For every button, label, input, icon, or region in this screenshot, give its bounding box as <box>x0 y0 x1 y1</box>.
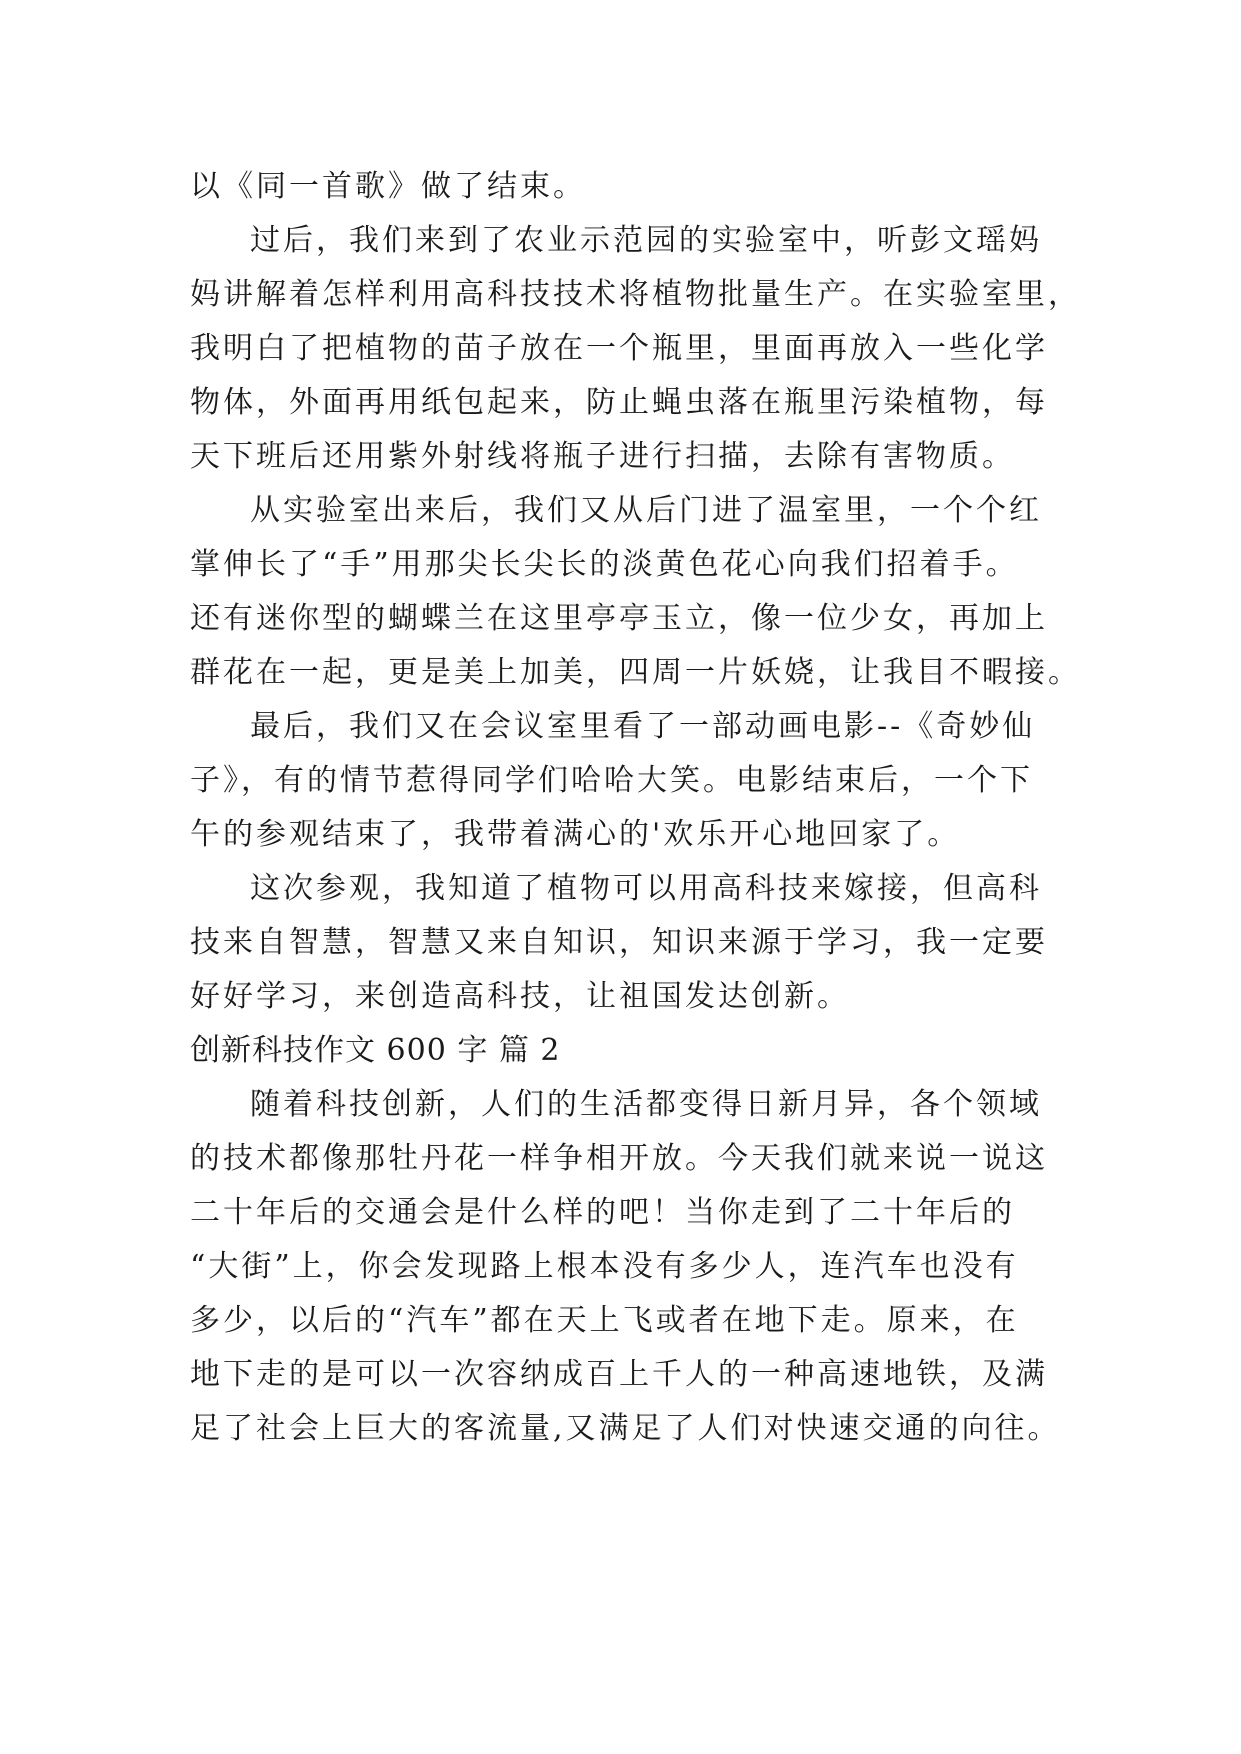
text-line: 物体，外面再用纸包起来，防止蝇虫落在瓶里污染植物，每 <box>190 385 1048 420</box>
text-line: 好好学习，来创造高科技，让祖国发达创新。 <box>190 979 850 1014</box>
text-line: 以《同一首歌》做了结束。 <box>190 169 586 204</box>
text-line: 天下班后还用紫外射线将瓶子进行扫描，去除有害物质。 <box>190 439 1015 474</box>
text-line: 的技术都像那牡丹花一样争相开放。今天我们就来说一说这 <box>190 1141 1048 1176</box>
text-line: “大街”上，你会发现路上根本没有多少人，连汽车也没有 <box>190 1249 1019 1284</box>
section-heading: 创新科技作文 600 字 篇 2 <box>190 1033 561 1068</box>
paragraph-start-line: 这次参观，我知道了植物可以用高科技来嫁接，但高科 <box>250 871 1042 906</box>
text-line: 地下走的是可以一次容纳成百上千人的一种高速地铁，及满 <box>190 1357 1048 1392</box>
text-line: 技来自智慧，智慧又来自知识，知识来源于学习，我一定要 <box>190 925 1048 960</box>
text-line: 多少，以后的“汽车”都在天上飞或者在地下走。原来，在 <box>190 1303 1019 1338</box>
text-line: 还有迷你型的蝴蝶兰在这里亭亭玉立，像一位少女，再加上 <box>190 601 1048 636</box>
paragraph-start-line: 从实验室出来后，我们又从后门进了温室里，一个个红 <box>250 493 1042 528</box>
text-line: 午的参观结束了，我带着满心的'欢乐开心地回家了。 <box>190 817 961 852</box>
text-line: 群花在一起，更是美上加美，四周一片妖娆，让我目不暇接。 <box>190 655 1081 690</box>
text-line: 子》，有的情节惹得同学们哈哈大笑。电影结束后，一个下 <box>190 763 1033 798</box>
document-body <box>190 160 1080 1456</box>
text-line: 掌伸长了“手”用那尖长尖长的淡黄色花心向我们招着手。 <box>190 547 1019 582</box>
text-line: 我明白了把植物的苗子放在一个瓶里，里面再放入一些化学 <box>190 331 1048 366</box>
paragraph-start-line: 过后，我们来到了农业示范园的实验室中，听彭文瑶妈 <box>250 223 1042 258</box>
paragraph-start-line: 随着科技创新，人们的生活都变得日新月异，各个领域 <box>250 1087 1042 1122</box>
text-line: 二十年后的交通会是什么样的吧！当你走到了二十年后的 <box>190 1195 1015 1230</box>
text-line: 足了社会上巨大的客流量,又满足了人们对快速交通的向往。 <box>190 1411 1061 1446</box>
text-line: 妈讲解着怎样利用高科技技术将植物批量生产。在实验室里， <box>190 277 1081 312</box>
paragraph-start-line: 最后，我们又在会议室里看了一部动画电影--《奇妙仙 <box>250 709 1036 744</box>
